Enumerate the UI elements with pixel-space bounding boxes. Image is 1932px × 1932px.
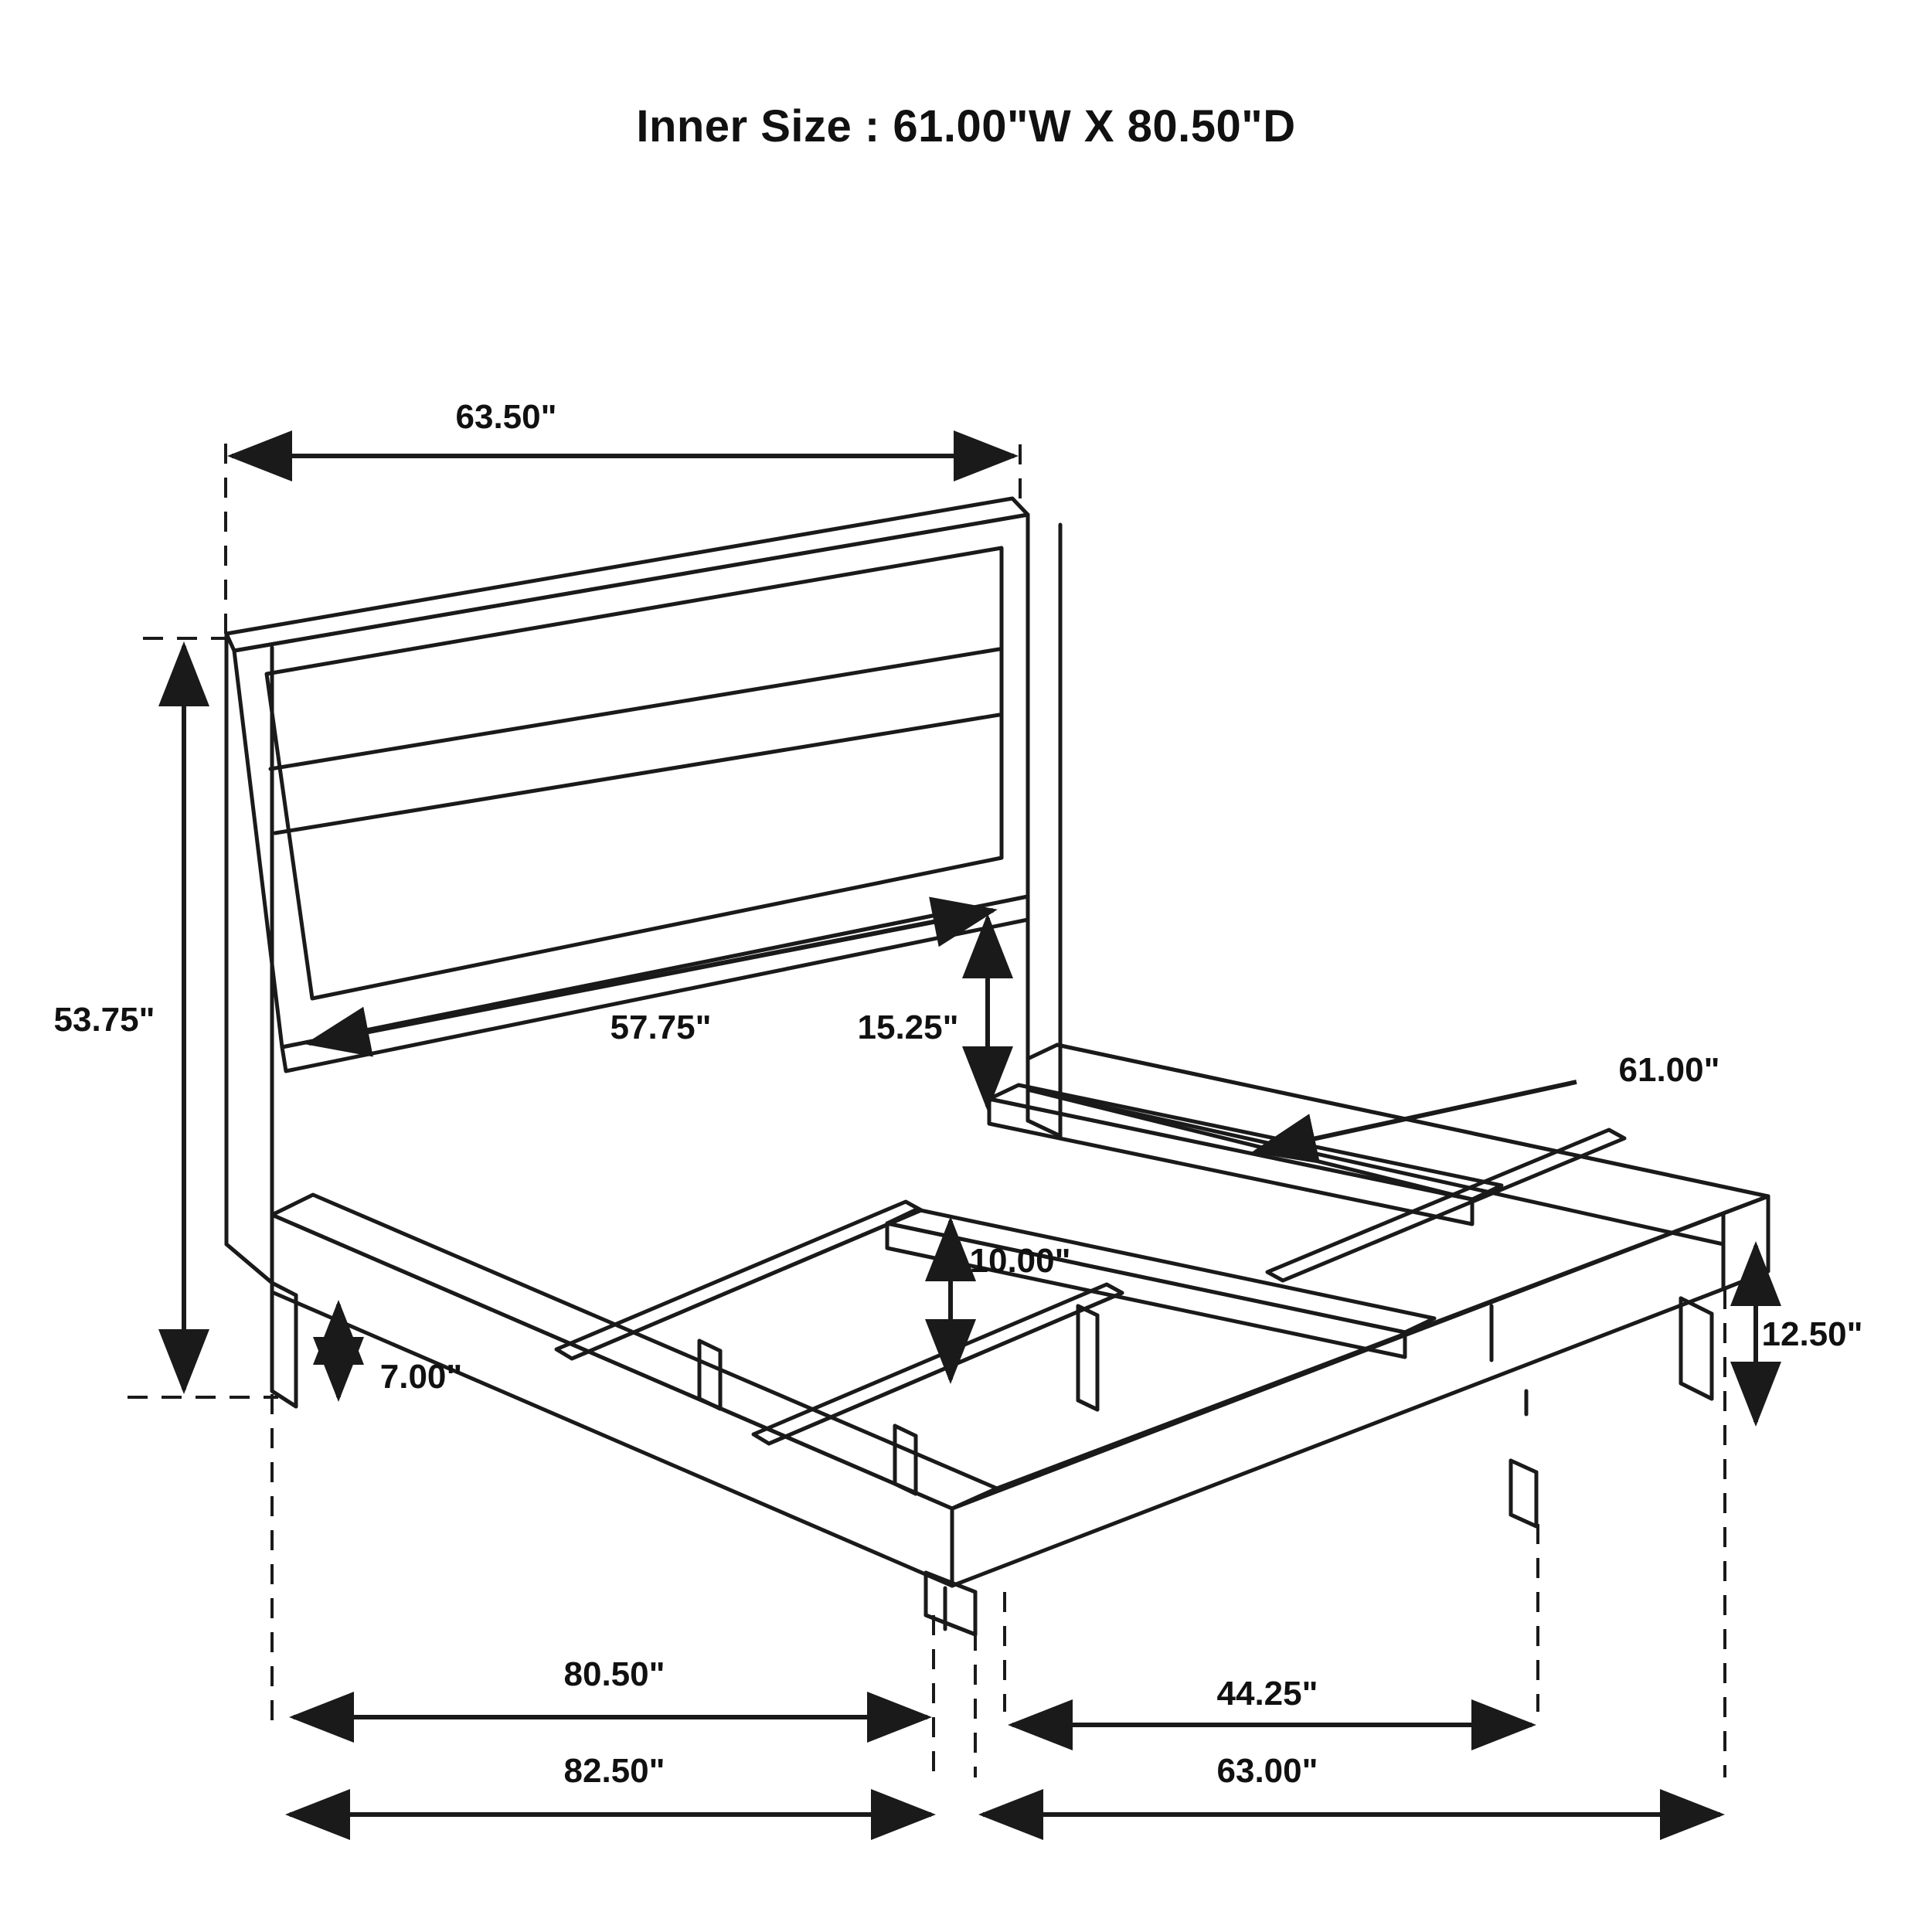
dim-label-slat-clearance-height: 10.00" — [969, 1242, 1071, 1280]
dim-label-footboard-rail-height: 12.50" — [1761, 1315, 1863, 1353]
dim-label-inner-depth-bottom: 80.50" — [563, 1655, 665, 1693]
dim-label-overall-depth: 82.50" — [563, 1752, 665, 1790]
dim-label-mattress-support-width: 61.00" — [1618, 1051, 1720, 1089]
dim-label-headboard-panel-width: 57.75" — [610, 1009, 712, 1046]
dim-label-headboard-lower-height: 15.25" — [857, 1009, 959, 1046]
dim-label-overall-height-left: 53.75" — [53, 1001, 155, 1039]
bed-outline — [226, 498, 1801, 1634]
dim-label-leg-to-leg-depth: 44.25" — [1216, 1675, 1318, 1713]
dimension-lines — [184, 456, 1756, 1815]
page-title: Inner Size : 61.00"W X 80.50"D — [636, 101, 1296, 151]
dim-label-overall-depth-right: 63.00" — [1216, 1752, 1318, 1790]
dim-label-overall-width-top: 63.50" — [455, 398, 557, 436]
dim-label-rail-bottom-height: 7.00" — [379, 1358, 463, 1396]
